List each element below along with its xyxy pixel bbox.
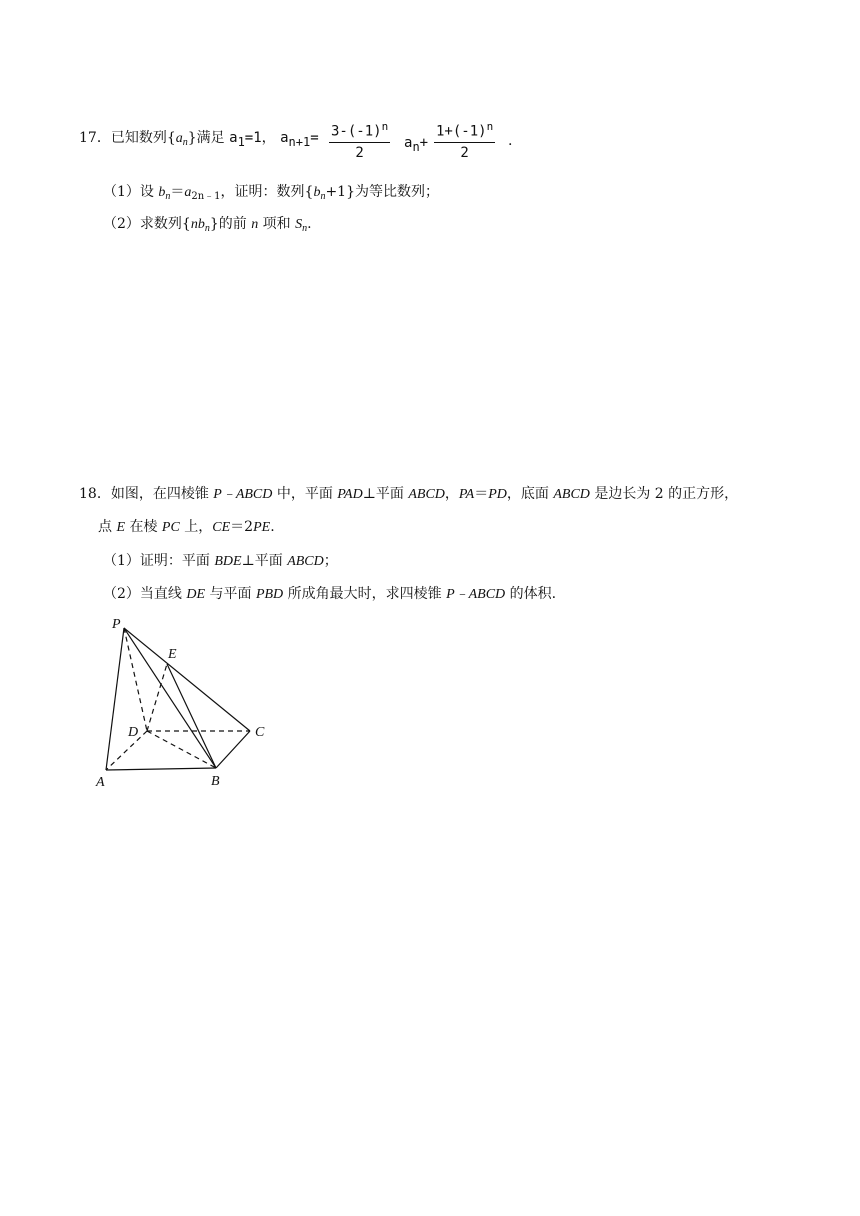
edge-PC (124, 628, 250, 731)
edge-PA (106, 628, 124, 770)
q17-end: . (508, 133, 513, 149)
q17-part2: （2）求数列$\{nb_n\}$的前 n 项和 $S_n$. (103, 216, 312, 234)
label-E: E (168, 647, 177, 662)
q17-part1: （1）设 $b_n=a_{2n﹣1}$，证明：数列$\{b_n+1\}$为等比数列； (103, 184, 439, 202)
label-D: D (128, 725, 139, 740)
fraction-1: $\frac{3-(-1)^n}{2}$ (329, 117, 390, 163)
label-B: B (211, 774, 220, 789)
edge-EB (167, 664, 216, 768)
fraction-2: $\frac{1+(-1)^n}{2}$ (434, 117, 495, 163)
q17-stem: 17．已知数列$\{a_n\}$满足 a1=1， an+1= (79, 130, 319, 149)
edge-DB (147, 731, 216, 768)
a-n: an+ (404, 135, 429, 154)
q18-part1: （1）证明：平面 BDE⊥平面 ABCD； (103, 553, 338, 569)
q18-part2: （2）当直线 DE 与平面 PBD 所成角最大时，求四棱锥 P﹣ABCD 的体积. (103, 586, 557, 602)
q18-stem-line2: 点 E 在棱 PC 上，CE＝2PE. (98, 519, 275, 535)
edge-DA (106, 731, 147, 770)
label-C: C (255, 725, 265, 740)
q18-stem-line1: 18．如图，在四棱锥 P﹣ABCD 中，平面 PAD⊥平面 ABCD，PA＝PD，底面 ABCD 是边长为 2 的正方形， (79, 486, 739, 502)
label-P: P (112, 617, 121, 632)
pyramid-figure (90, 610, 280, 790)
edge-AB (106, 768, 216, 770)
label-A: A (96, 775, 105, 790)
edge-BC (216, 731, 250, 768)
edge-DE (147, 664, 167, 731)
